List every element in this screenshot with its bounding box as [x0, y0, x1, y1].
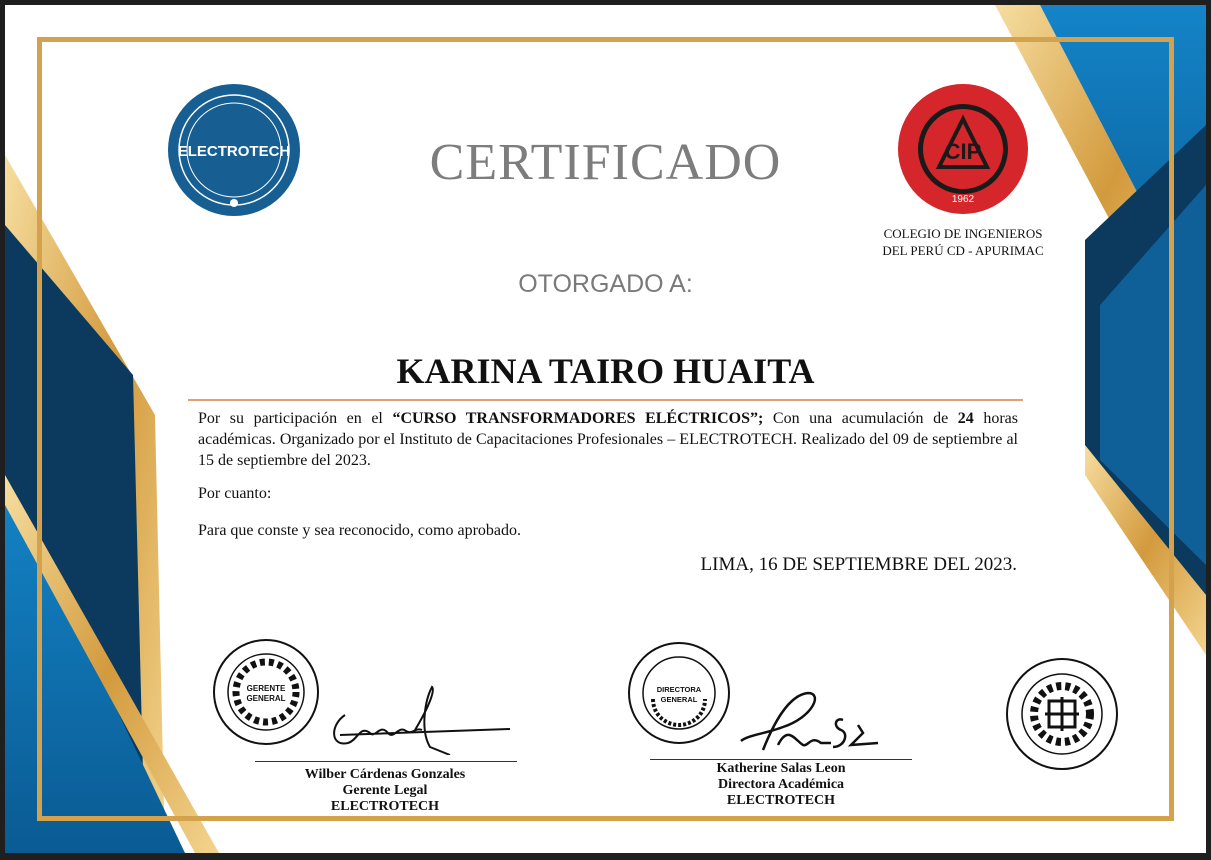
svg-text:GENERAL: GENERAL: [246, 694, 286, 703]
body-rest: horas académicas. Organizado por el Instituto de Capacitaciones Profesionales – ELECTROTECH. Realizado del 09 de septiembre al 15 de septiembre del 2023.: [198, 410, 1018, 469]
cip-year: 1962: [951, 194, 975, 205]
svg-text:GERENTE: GERENTE: [246, 684, 286, 693]
electrotech-logo-text: ELECTROTECH: [177, 143, 291, 160]
signatory-2-org: ELECTROTECH: [726, 793, 836, 808]
svg-text:GENERAL: GENERAL: [660, 695, 698, 704]
signatory-2-name: Katherine Salas Leon: [716, 761, 846, 776]
certificate-body: [198, 408, 1018, 471]
signatory-1-org: ELECTROTECH: [330, 799, 440, 814]
directora-seal: [627, 641, 731, 745]
signatory-2: [631, 761, 931, 809]
signature-katherine: [733, 685, 893, 757]
cip-caption: [865, 225, 1061, 259]
signature-wilber: [320, 685, 515, 755]
conste-statement: Para que conste y sea reconocido, como aprobado.: [198, 522, 521, 539]
hours-value: 24: [957, 410, 974, 427]
awarded-to-label: OTORGADO A:: [518, 270, 693, 298]
signatory-2-title: Directora Académica: [717, 777, 845, 792]
signatory-1: [235, 767, 535, 815]
cip-caption-line1: COLEGIO DE INGENIEROS: [883, 226, 1043, 241]
signature-line-1: [255, 761, 517, 762]
cip-monogram: CIP: [944, 139, 982, 164]
body-intro: Por su participación en el: [198, 410, 393, 427]
signatory-1-title: Gerente Legal: [342, 783, 428, 798]
place-date: LIMA, 16 DE SEPTIEMBRE DEL 2023.: [700, 554, 1017, 575]
cip-caption-line2: DEL PERÚ CD - APURIMAC: [882, 243, 1044, 258]
name-underline: [188, 399, 1023, 401]
certificate-title: CERTIFICADO: [429, 134, 782, 191]
por-cuanto: Por cuanto:: [198, 485, 272, 502]
course-name: “CURSO TRANSFORMADORES ELÉCTRICOS”;: [392, 410, 764, 427]
recipient-name: KARINA TAIRO HUAITA: [396, 351, 815, 391]
signature-line-2: [650, 759, 912, 760]
institute-seal: [1005, 657, 1119, 771]
certificate-page: [5, 5, 1206, 853]
gerente-seal: [212, 638, 320, 746]
svg-text:DIRECTORA: DIRECTORA: [656, 685, 702, 694]
body-hours-pre: Con una acumulación de: [763, 410, 958, 427]
signatory-1-name: Wilber Cárdenas Gonzales: [304, 767, 466, 782]
